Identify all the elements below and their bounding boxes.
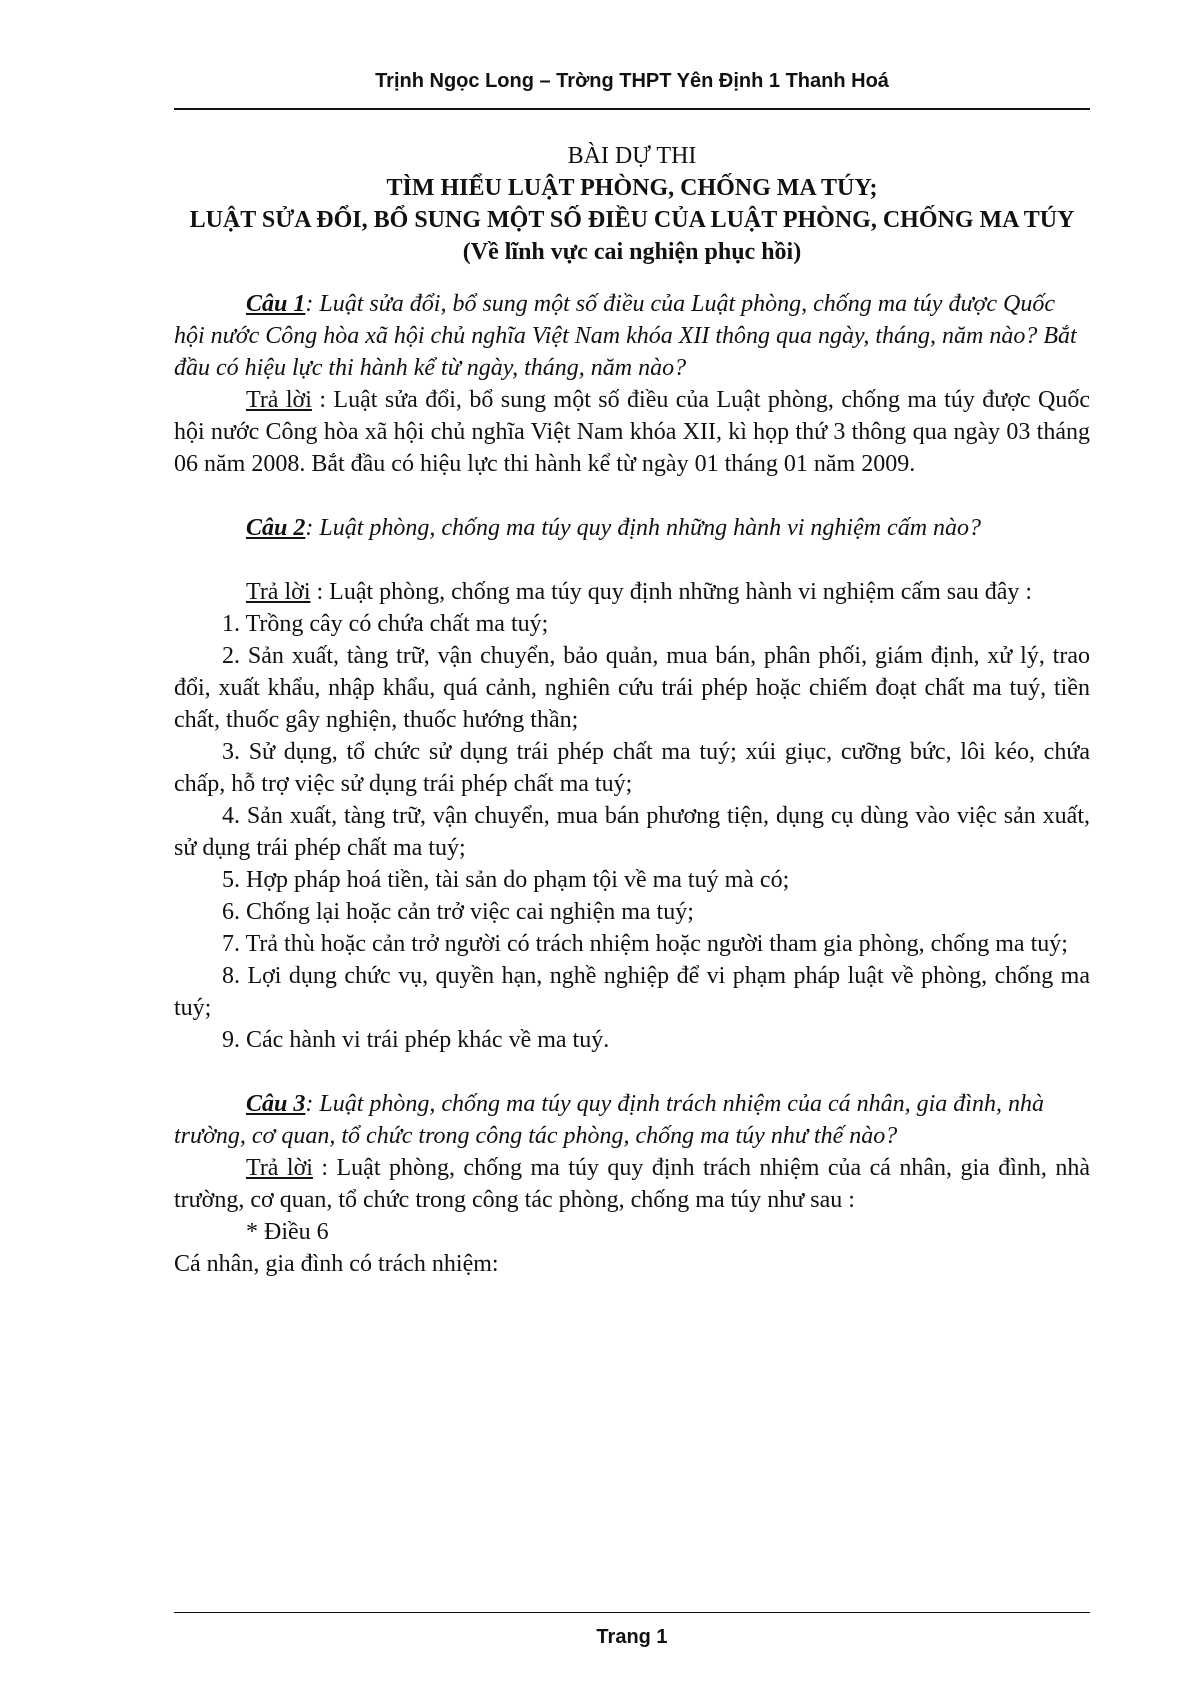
title-line-2: TÌM HIỂU LUẬT PHÒNG, CHỐNG MA TÚY; (386, 175, 878, 201)
answer-3-label: Trả lời (246, 1155, 313, 1181)
document-body (174, 140, 1090, 1280)
footer-rule (174, 1612, 1090, 1613)
spacer (174, 268, 1090, 288)
answer-2-text: : Luật phòng, chống ma túy quy định những hành vi nghiệm cấm sau đây : (310, 579, 1033, 605)
question-1-text: : Luật sửa đổi, bổ sung một số điều của Luật phòng, chống ma túy được Quốc hội nước Công hòa xã hội chủ nghĩa Việt Nam khóa XII thông qua ngày, tháng, năm nào? Bắt đầu có hiệu lực thi hành kể từ ngày, tháng, năm nào? (174, 291, 1077, 381)
list-item: 4. Sản xuất, tàng trữ, vận chuyển, mua bán phương tiện, dụng cụ dùng vào việc sản xuất, sử dụng trái phép chất ma tuý; (174, 803, 1090, 861)
list-item: 5. Hợp pháp hoá tiền, tài sản do phạm tội về ma tuý mà có; (222, 867, 790, 893)
answer-2 (174, 576, 1090, 608)
question-3-label: Câu 3 (246, 1091, 306, 1117)
list-item: 1. Trồng cây có chứa chất ma tuý; (222, 611, 549, 637)
answer-2-label: Trả lời (246, 579, 311, 605)
document-title (174, 140, 1090, 268)
list-item: 2. Sản xuất, tàng trữ, vận chuyển, bảo quản, mua bán, phân phối, giám định, xử lý, trao đổi, xuất khẩu, nhập khẩu, quá cảnh, nghiên cứu trái phép hoặc chiếm đoạt chất ma tuý, tiền chất, thuốc gây nghiện, thuốc hướng thần; (174, 643, 1090, 733)
list-item: 6. Chống lại hoặc cản trở việc cai nghiện ma tuý; (222, 899, 694, 925)
question-2 (174, 512, 1090, 544)
spacer (174, 1056, 1090, 1088)
list-item: 9. Các hành vi trái phép khác về ma tuý. (222, 1027, 610, 1053)
header-rule (174, 108, 1090, 110)
article-heading: * Điều 6 (246, 1219, 329, 1245)
question-2-text: : Luật phòng, chống ma túy quy định những hành vi nghiệm cấm nào? (305, 515, 982, 541)
question-2-label: Câu 2 (246, 515, 306, 541)
question-3 (174, 1088, 1090, 1152)
answer-1 (174, 384, 1090, 480)
title-line-1: BÀI DỰ THI (567, 143, 697, 169)
question-3-text: : Luật phòng, chống ma túy quy định trách nhiệm của cá nhân, gia đình, nhà trường, cơ quan, tổ chức trong công tác phòng, chống ma túy như thế nào? (174, 1091, 1044, 1149)
answer-3-text: : Luật phòng, chống ma túy quy định trách nhiệm của cá nhân, gia đình, nhà trường, cơ quan, tổ chức trong công tác phòng, chống ma túy như sau : (174, 1155, 1091, 1213)
list-item: 8. Lợi dụng chức vụ, quyền hạn, nghề nghiệp để vi phạm pháp luật về phòng, chống ma tuý; (174, 963, 1090, 1021)
page-header: Trịnh Ngọc Long – Trờng THPT Yên Định 1 Thanh Hoá (375, 70, 889, 92)
question-1 (174, 288, 1090, 384)
answer-1-label: Trả lời (246, 387, 312, 413)
spacer (174, 544, 1090, 576)
article-text: Cá nhân, gia đình có trách nhiệm: (174, 1251, 499, 1277)
question-1-label: Câu 1 (246, 291, 306, 317)
title-line-3: LUẬT SỬA ĐỔI, BỔ SUNG MỘT SỐ ĐIỀU CỦA LUẬT PHÒNG, CHỐNG MA TÚY (189, 207, 1075, 233)
list-item: 7. Trả thù hoặc cản trở người có trách nhiệm hoặc người tham gia phòng, chống ma tuý; (222, 931, 1068, 957)
answer-3 (174, 1152, 1090, 1216)
title-line-4: (Về lĩnh vực cai nghiện phục hồi) (462, 239, 802, 265)
page-number: Trang 1 (596, 1626, 668, 1648)
answer-1-text: : Luật sửa đổi, bổ sung một số điều của Luật phòng, chống ma túy được Quốc hội nước Công hòa xã hội chủ nghĩa Việt Nam khóa XII, kì họp thứ 3 thông qua ngày 03 tháng 06 năm 2008. Bắt đầu có hiệu lực thi hành kể từ ngày 01 tháng 01 năm 2009. (174, 387, 1090, 477)
spacer (174, 480, 1090, 512)
list-item: 3. Sử dụng, tổ chức sử dụng trái phép chất ma tuý; xúi giục, cưỡng bức, lôi kéo, chứa chấp, hỗ trợ việc sử dụng trái phép chất ma tuý; (174, 739, 1090, 797)
